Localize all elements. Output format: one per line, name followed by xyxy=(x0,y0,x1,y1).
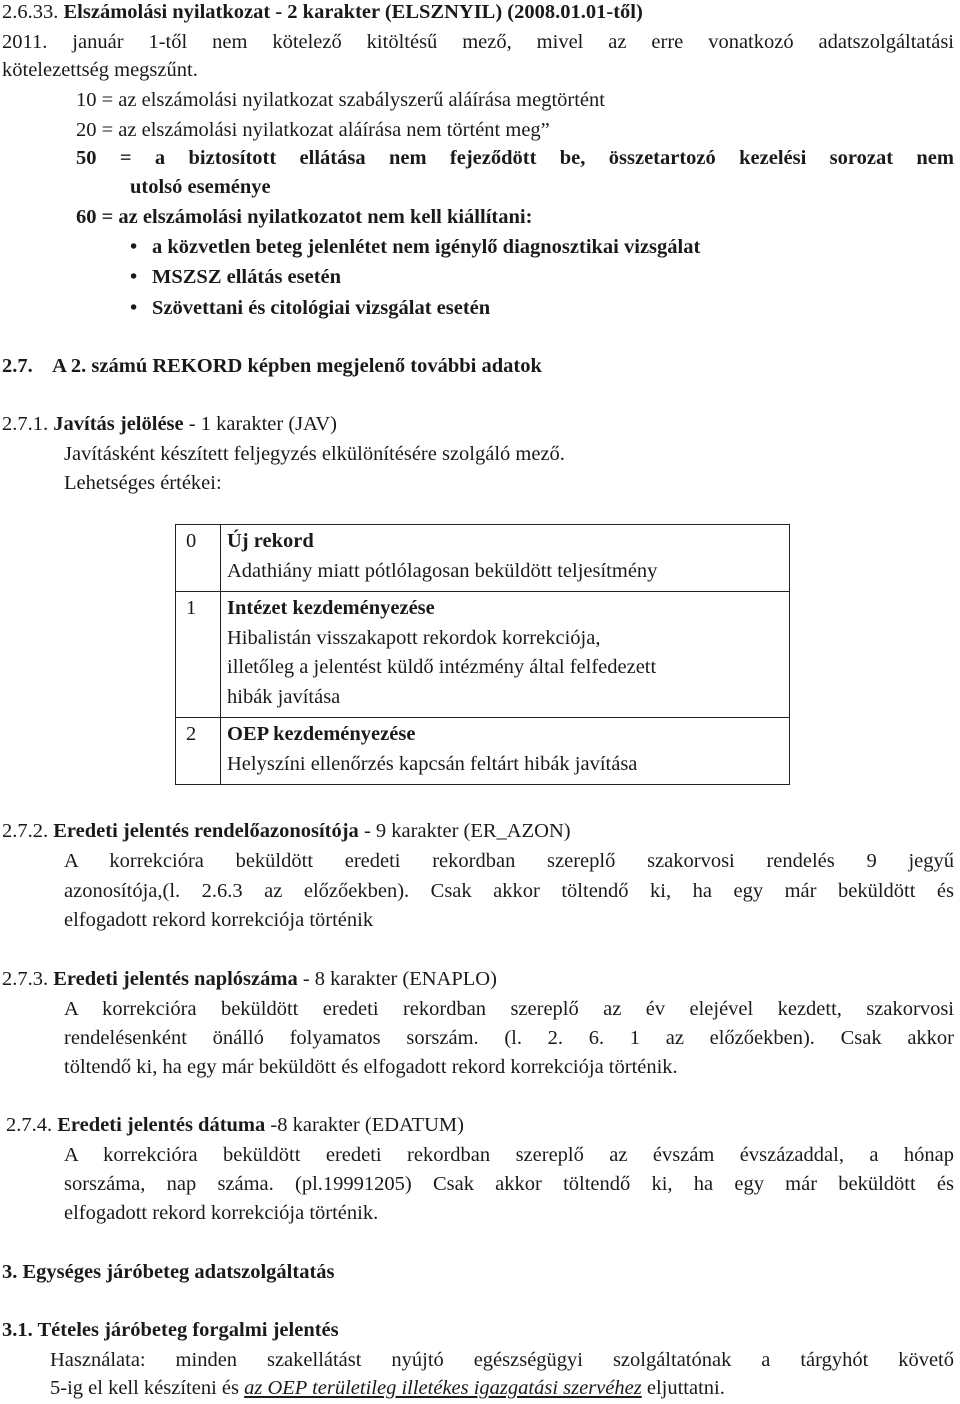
note-line-2: kötelezettség megszűnt. xyxy=(2,59,198,81)
bullet-item: • Szövettani és citológiai vizsgálat esetén xyxy=(130,294,490,324)
value-10: 10 = az elszámolási nyilatkozat szabályszerű aláírása megtörtént xyxy=(76,89,605,111)
section-3-1-line: 5-ig el kell készíteni és az OEP területileg illetékes igazgatási szervéhez eljuttatni. xyxy=(50,1377,725,1399)
code-title: Intézet kezdeményezése xyxy=(227,597,435,619)
value-50-line-2: utolsó eseménye xyxy=(130,176,271,198)
section-2-7-2-line: A korrekcióra beküldött eredeti rekordban szereplő szakorvosi rendelés 9 jegyű xyxy=(64,850,954,872)
code-desc: hibák javítása xyxy=(227,685,341,708)
code-desc: illetőleg a jelentést küldő intézmény által felfedezett xyxy=(227,656,657,678)
section-2-7-2-line: azonosítója,(l. 2.6.3 az előzőekben). Csak akkor töltendő ki, ha egy már beküldött és xyxy=(64,880,954,902)
values-label: Lehetséges értékei: xyxy=(64,472,222,494)
value-50-line-1: 50 = a biztosított ellátása nem fejeződött be, összetartozó kezelési sorozat nem xyxy=(76,147,954,169)
code-cell: 2 xyxy=(176,718,221,785)
section-2-7-1-desc: Javításként készített feljegyzés elkülönítésére szolgáló mező. xyxy=(64,443,565,465)
code-desc: Adathiány miatt pótlólagosan beküldött teljesítmény xyxy=(227,559,658,582)
section-2-7-3-line: töltendő ki, ha egy már beküldött és elfogadott rekord korrekciója történik. xyxy=(64,1056,678,1078)
bullet-icon: • xyxy=(130,236,138,258)
section-2-7-4-line: sorszáma, nap száma. (pl.19991205) Csak akkor töltendő ki, ha egy már beküldött és xyxy=(64,1173,954,1195)
section-2-7-1-heading: 2.7.1. Javítás jelölése - 1 karakter (JAV) xyxy=(2,413,337,435)
oep-office-link[interactable]: az OEP területileg illetékes igazgatási szervéhez xyxy=(244,1377,642,1399)
section-2-7-4-line: elfogadott rekord korrekciója történik. xyxy=(64,1202,379,1224)
section-2-7-3-line: rendelésenként önálló folyamatos sorszám. (l. 2. 6. 1 az előzőekben). Csak akkor xyxy=(64,1027,954,1049)
desc-cell xyxy=(221,592,790,718)
table-row xyxy=(176,592,790,718)
section-2-6-33-heading xyxy=(2,0,643,28)
bullet-icon: • xyxy=(130,297,138,319)
table-row xyxy=(176,525,790,592)
section-2-7-heading: 2.7. A 2. számú REKORD képben megjelenő további adatok xyxy=(2,355,542,377)
table-row xyxy=(176,718,790,785)
code-title: OEP kezdeményezése xyxy=(227,723,416,745)
code-cell: 0 xyxy=(176,525,221,592)
section-2-7-4-line: A korrekcióra beküldött eredeti rekordban szereplő az évszám évszázaddal, a hónap xyxy=(64,1144,954,1166)
code-desc: Hibalistán visszakapott rekordok korrekciója, xyxy=(227,626,601,649)
bullet-icon: • xyxy=(130,266,138,288)
value-60: 60 = az elszámolási nyilatkozatot nem kell kiállítani: xyxy=(76,206,533,228)
desc-cell xyxy=(221,525,790,592)
correction-codes-table xyxy=(175,524,790,785)
section-subtitle: - 2 karakter (ELSZNYIL) (2008.01.01-től) xyxy=(270,1,643,23)
code-title: Új rekord xyxy=(227,530,314,552)
bullet-item: • MSZSZ ellátás esetén xyxy=(130,263,341,293)
code-cell: 1 xyxy=(176,592,221,718)
section-title: Elszámolási nyilatkozat xyxy=(63,1,271,23)
section-2-7-2-heading: 2.7.2. Eredeti jelentés rendelőazonosítója - 9 karakter (ER_AZON) xyxy=(2,820,571,842)
section-3-1-heading: 3.1. Tételes járóbeteg forgalmi jelentés xyxy=(2,1319,339,1341)
section-2-7-2-line: elfogadott rekord korrekciója történik xyxy=(64,909,374,931)
section-3-1-line: Használata: minden szakellátást nyújtó egészségügyi szolgáltatónak a tárgyhót követő xyxy=(50,1349,954,1371)
value-20: 20 = az elszámolási nyilatkozat aláírása nem történt meg” xyxy=(76,119,550,141)
section-2-7-3-line: A korrekcióra beküldött eredeti rekordban szereplő az év elejével kezdett, szakorvosi xyxy=(64,998,954,1020)
section-3-heading: 3. Egységes járóbeteg adatszolgáltatás xyxy=(2,1261,335,1283)
bullet-item: • a közvetlen beteg jelenlétet nem igénylő diagnosztikai vizsgálat xyxy=(130,233,700,263)
section-2-7-4-heading: 2.7.4. Eredeti jelentés dátuma -8 karakter (EDATUM) xyxy=(6,1114,464,1136)
desc-cell xyxy=(221,718,790,785)
note-line-1: 2011. január 1-től nem kötelező kitöltésű mező, mivel az erre vonatkozó adatszolgáltatási xyxy=(2,31,954,53)
section-number: 2.6.33. xyxy=(2,1,59,23)
code-desc: Helyszíni ellenőrzés kapcsán feltárt hibák javítása xyxy=(227,752,638,775)
section-2-7-3-heading: 2.7.3. Eredeti jelentés naplószáma - 8 karakter (ENAPLO) xyxy=(2,968,497,990)
